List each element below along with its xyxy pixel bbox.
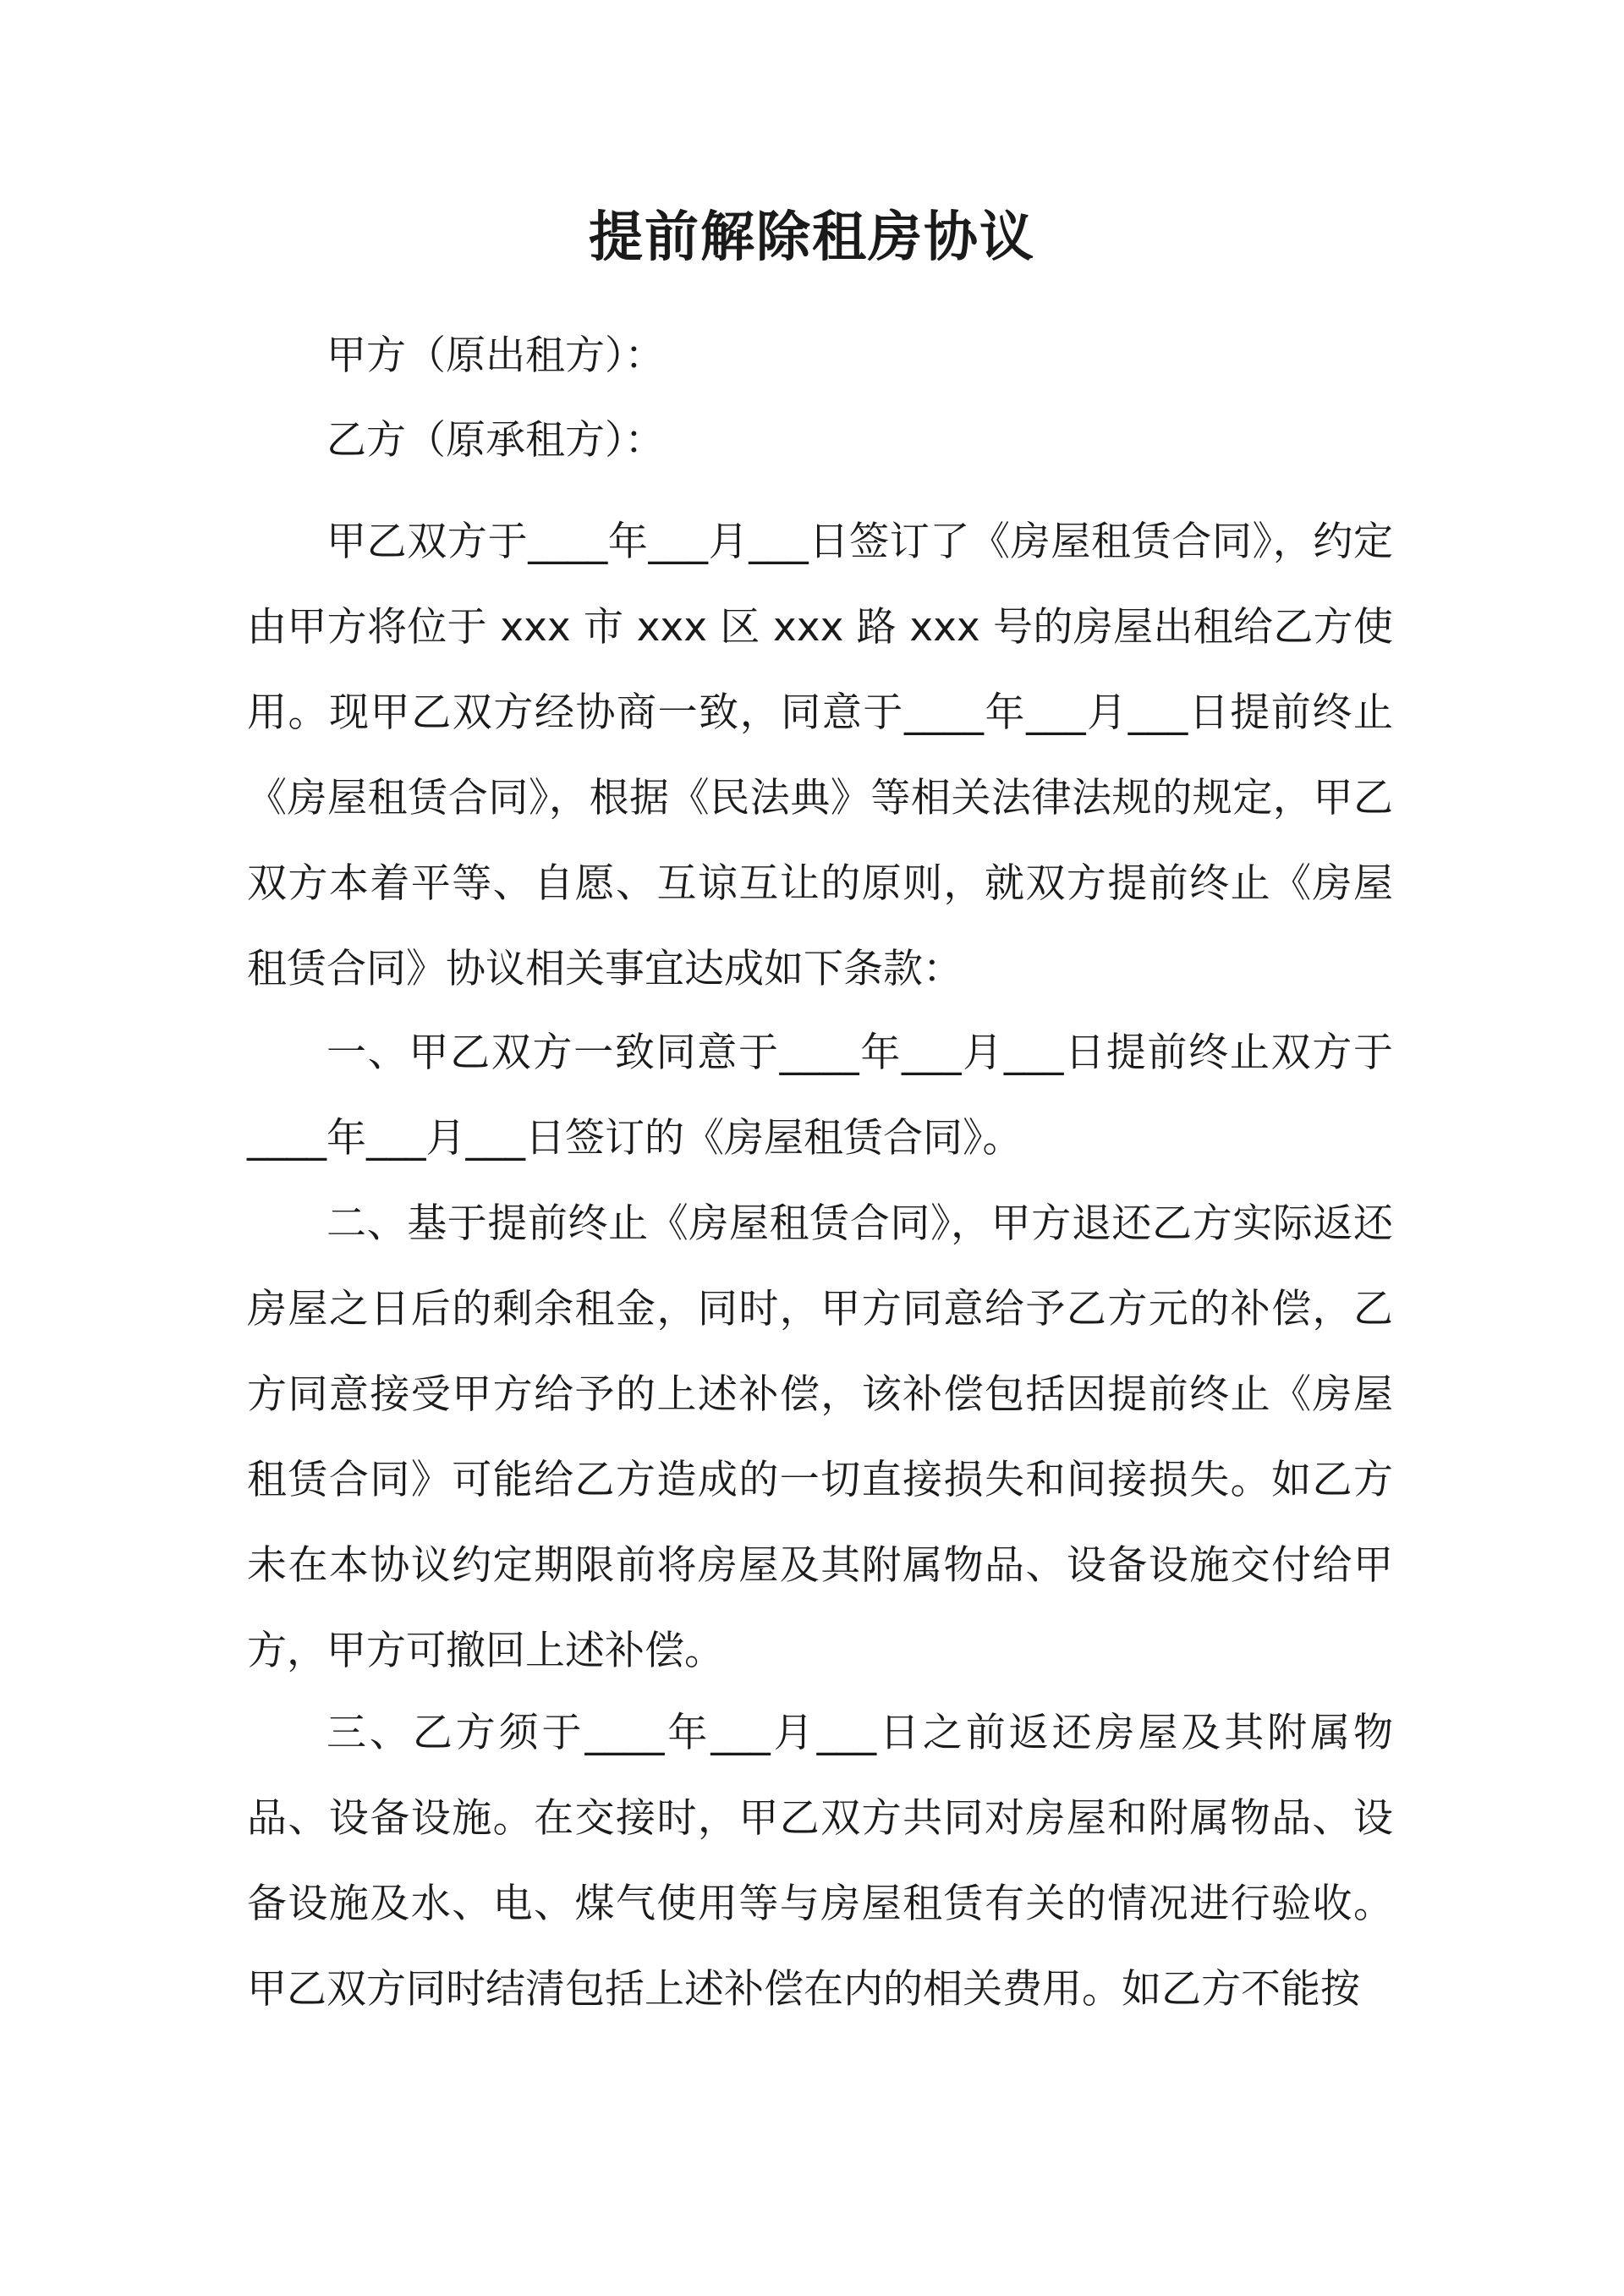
document-title: 提前解除租房协议 [589, 206, 1035, 269]
clause-1-paragraph: 一、甲乙双方一致同意于____年___月___日提前终止双方于____年___月___日签订的《房屋租赁合同》。 [247, 1030, 1393, 1162]
party-b-line: 乙方（原承租方）： [326, 417, 665, 464]
party-a-line: 甲方（原出租方）： [326, 332, 665, 379]
clause-3-paragraph: 三、乙方须于____年___月___日之前返还房屋及其附属物品、设备设施。在交接时，甲乙双方共同对房屋和附属物品、设备设施及水、电、煤气使用等与房屋租赁有关的情况进行验收。甲乙双方同时结清包括上述补偿在内的相关费用。如乙方不能按 [247, 1710, 1393, 2013]
intro-paragraph: 甲乙双方于____年___月___日签订了《房屋租赁合同》，约定由甲方将位于 xxx 市 xxx 区 xxx 路 xxx 号的房屋出租给乙方使用。现甲乙双方经协商一致，同意于____年___月___日提前终止《房屋租赁合同》，根据《民法典》等相关法律法规的规定，甲乙双方本着平等、自愿、互谅互让的原则，就双方提前终止《房屋租赁合同》协议相关事宜达成如下条款： [247, 519, 1393, 992]
clause-2-paragraph: 二、基于提前终止《房屋租赁合同》，甲方退还乙方实际返还房屋之日后的剩余租金，同时，甲方同意给予乙方元的补偿，乙方同意接受甲方给予的上述补偿，该补偿包括因提前终止《房屋租赁合同》可能给乙方造成的一切直接损失和间接损失。如乙方未在本协议约定期限前将房屋及其附属物品、设备设施交付给甲方，甲方可撤回上述补偿。 [247, 1200, 1393, 1674]
